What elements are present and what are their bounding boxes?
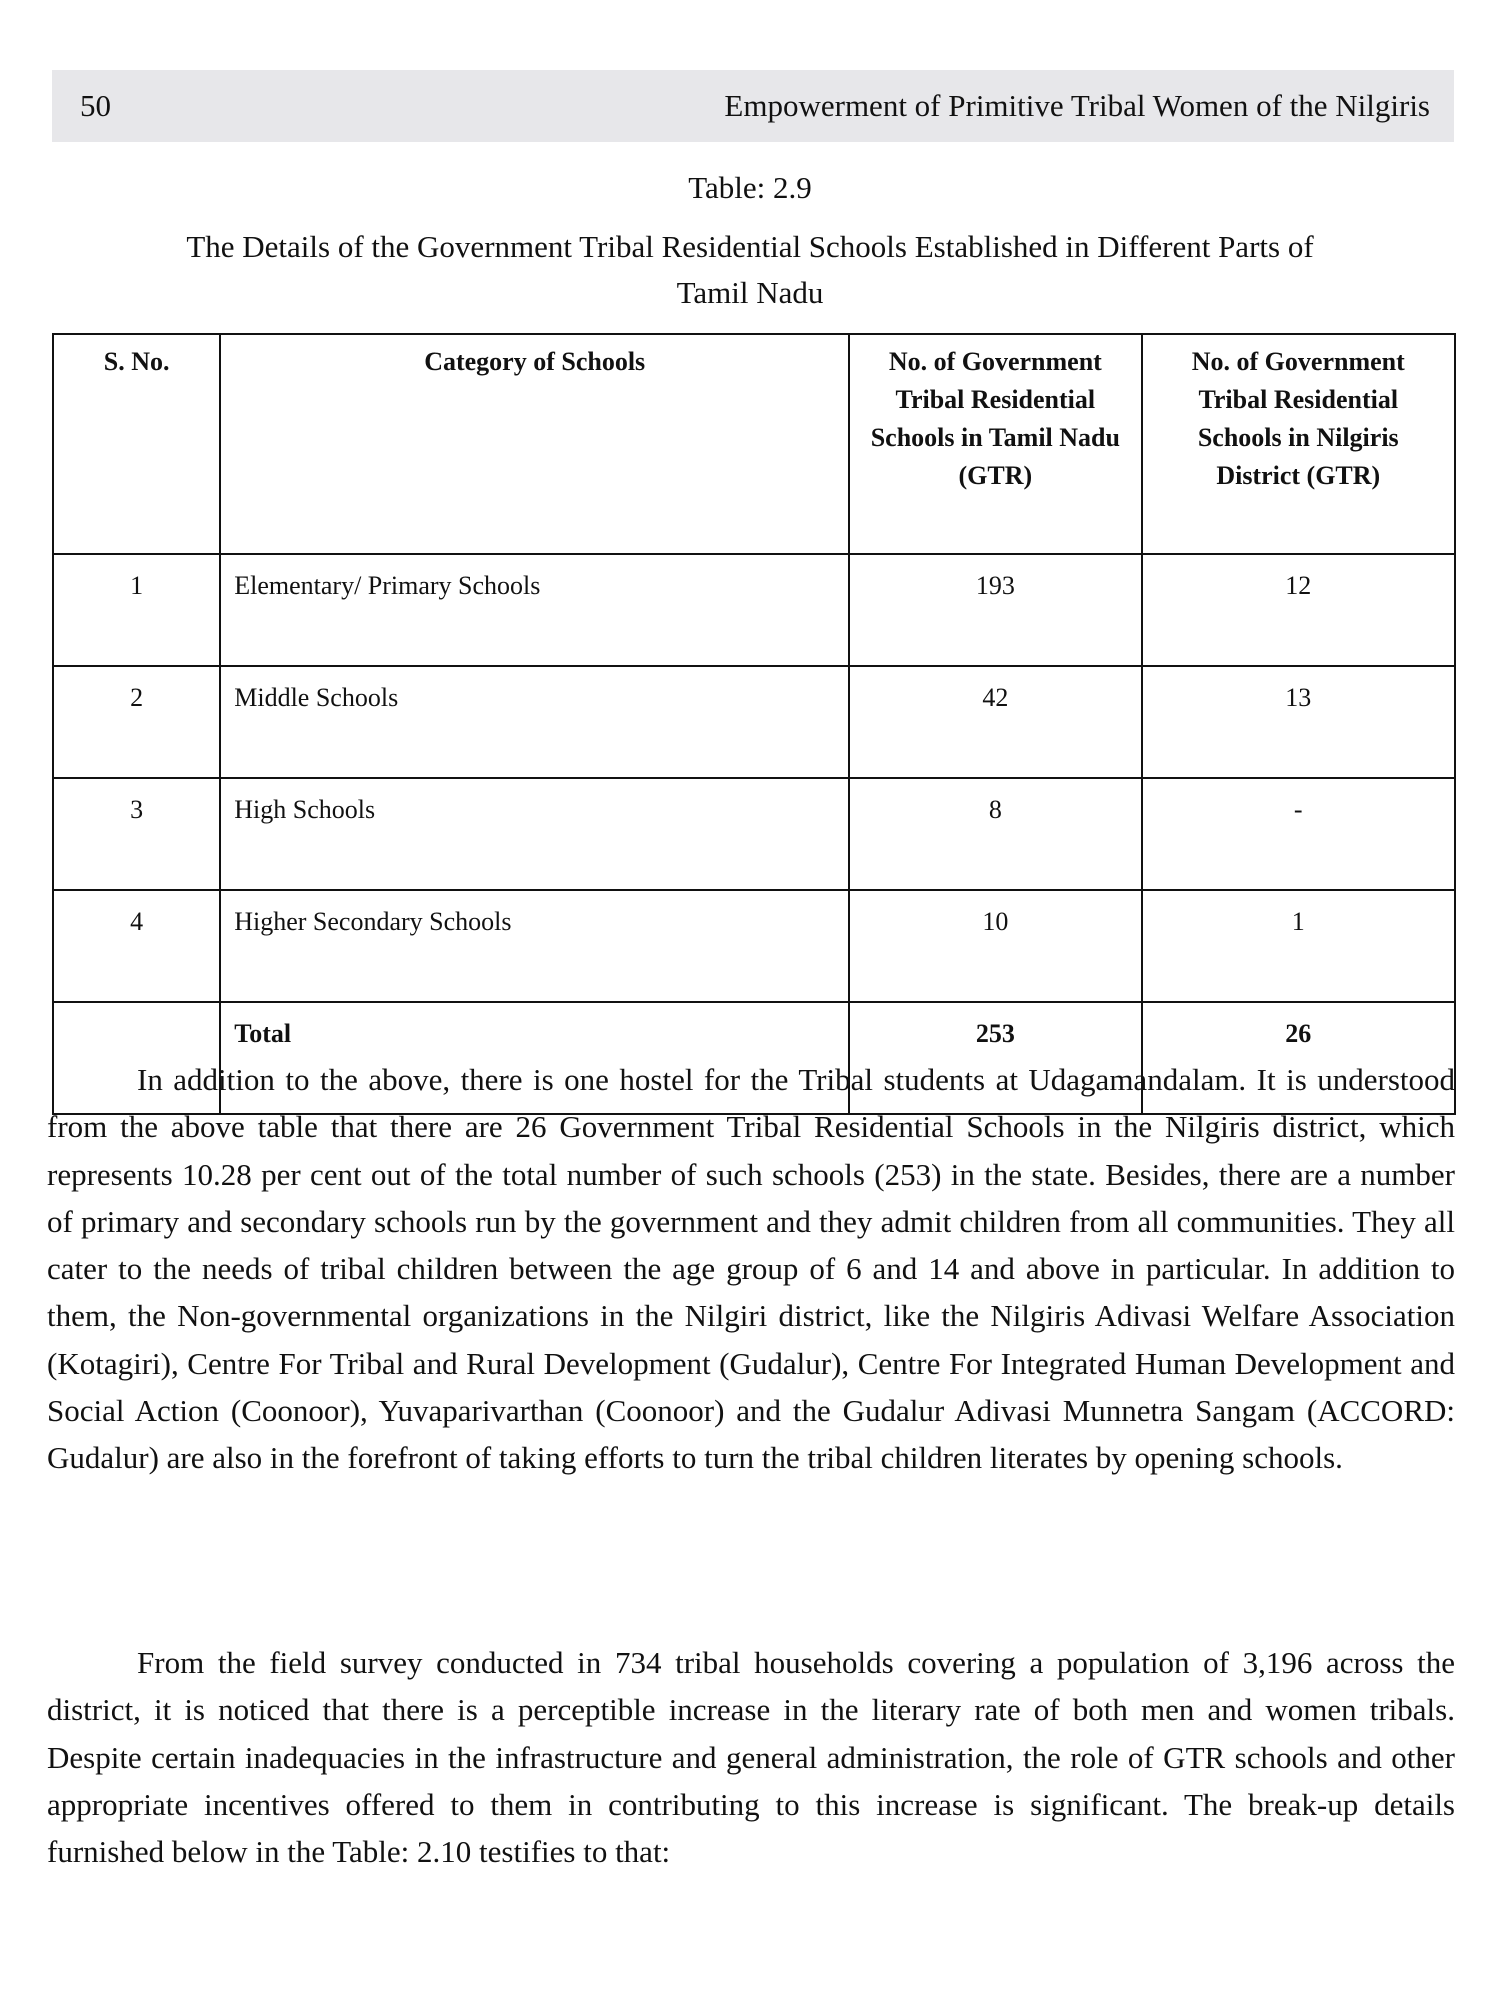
paragraph-text: In addition to the above, there is one hostel for the Tribal students at Udagamandalam. It is understood from the above table that there are 26 Government Tribal Residential Schools in the Nilgiris district, which represents 10.28 per cent out of the total number of such schools (253) in the state. Besides, there are a number of primary and secondary schools run by the government and they admit children from all communities. They all cater to the needs of tribal children between the age group of 6 and 14 and above in particular. In addition to them, the Non-governmental organizations in the Nilgiri district, like the Nilgiris Adivasi Welfare Association (Kotagiri), Centre For Tribal and Rural Development (Gudalur), Centre For Integrated Human Development and Social Action (Coonoor), Yuvaparivarthan (Coonoor) and the Gudalur Adivasi Munnetra Sangam (ACCORD: Gudalur) are also in the forefront of taking efforts to turn the tribal children literates by opening schools. (47, 1062, 1455, 1476)
cell-total-tamil-nadu: 253 (849, 1002, 1141, 1114)
table-caption: The Details of the Government Tribal Residential Schools Established in Different Parts of Tamil Nadu (186, 229, 1314, 310)
cell-nilgiris: 12 (1142, 554, 1455, 666)
cell-sno: 2 (53, 666, 220, 778)
cell-nilgiris: 13 (1142, 666, 1455, 778)
table-row (53, 666, 1455, 778)
table-row (53, 554, 1455, 666)
cell-sno: 4 (53, 890, 220, 1002)
table-row (53, 890, 1455, 1002)
cell-nilgiris: 1 (1142, 890, 1455, 1002)
cell-category: High Schools (220, 778, 849, 890)
column-header-category: Category of Schools (220, 334, 849, 554)
body-paragraph-1 (47, 1056, 1455, 1482)
page-number: 50 (80, 88, 111, 123)
table-row (53, 778, 1455, 890)
cell-category: Elementary/ Primary Schools (220, 554, 849, 666)
column-header-nilgiris: No. of Government Tribal Residential Schools in Nilgiris District (GTR) (1142, 334, 1455, 554)
body-paragraph-2 (47, 1639, 1455, 1875)
cell-tamil-nadu: 193 (849, 554, 1141, 666)
running-title: Empowerment of Primitive Tribal Women of the Nilgiris (724, 88, 1430, 123)
cell-tamil-nadu: 42 (849, 666, 1141, 778)
cell-tamil-nadu: 8 (849, 778, 1141, 890)
cell-sno: 1 (53, 554, 220, 666)
table-label: Table: 2.9 (688, 170, 812, 205)
schools-table (52, 333, 1456, 1115)
cell-total-label: Total (220, 1002, 849, 1114)
cell-category: Higher Secondary Schools (220, 890, 849, 1002)
cell-total-nilgiris: 26 (1142, 1002, 1455, 1114)
cell-sno: 3 (53, 778, 220, 890)
table-header-row (53, 334, 1455, 554)
cell-tamil-nadu: 10 (849, 890, 1141, 1002)
paragraph-text: From the field survey conducted in 734 tribal households covering a population of 3,196 across the district, it is noticed that there is a perceptible increase in the literary rate of both men and women tribals. Despite certain inadequacies in the infrastructure and general administration, the role of GTR schools and other appropriate incentives offered to them in contributing to this increase is significant. The break-up details furnished below in the Table: 2.10 testifies to that: (47, 1645, 1455, 1870)
cell-category: Middle Schools (220, 666, 849, 778)
column-header-sno: S. No. (53, 334, 220, 554)
cell-nilgiris: - (1142, 778, 1455, 890)
column-header-tamil-nadu: No. of Government Tribal Residential Schools in Tamil Nadu (GTR) (849, 334, 1141, 554)
